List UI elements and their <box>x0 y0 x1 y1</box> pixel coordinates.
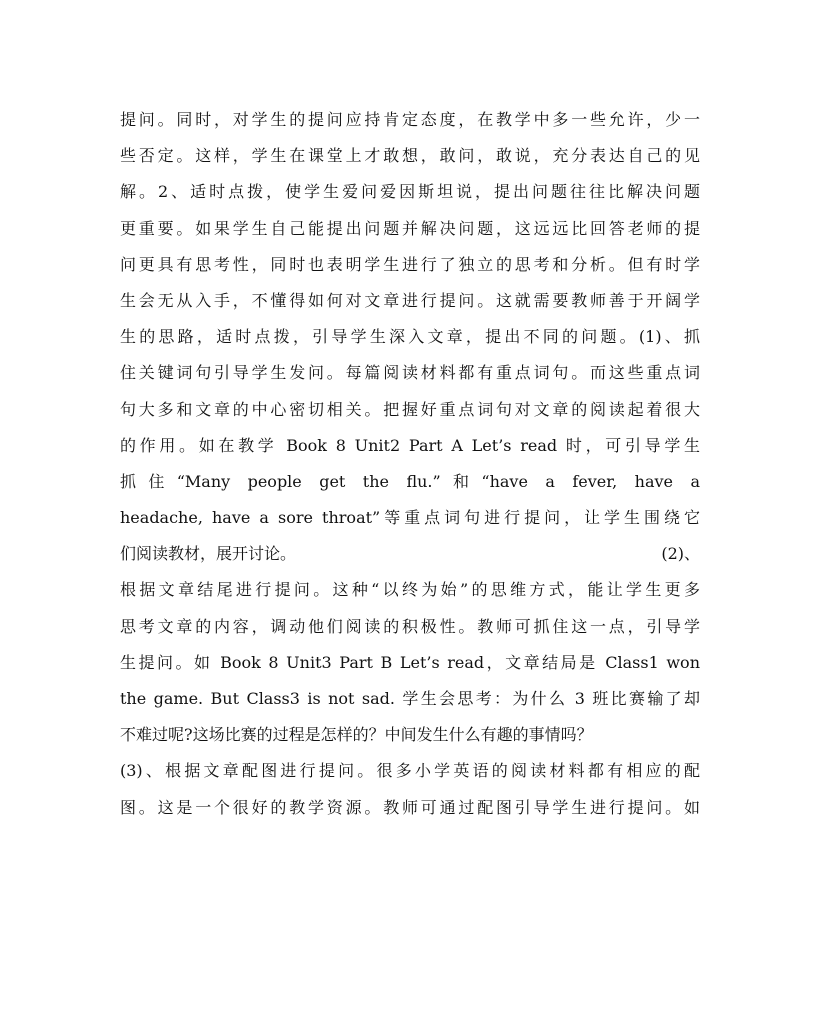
body-text <box>120 102 700 826</box>
text-line-6: 生会无从入手，不懂得如何对文章进行提问。这就需要教师善于开阔学 <box>120 290 700 310</box>
text-line-14: 根据文章结尾进行提问。这种“以终为始”的思维方式，能让学生更多 <box>120 580 700 600</box>
text-line-12: headache, have a sore throat”等重点词句进行提问，让学生围绕它 <box>120 508 700 528</box>
text-line-3: 解。2、适时点拨，使学生爱问爱因斯坦说，提出问题往往比解决问题 <box>120 182 700 202</box>
text-line-11: 抓住“Many people get the flu.”和“have a fever, have a <box>120 471 700 491</box>
text-line-7: 生的思路，适时点拨，引导学生深入文章，提出不同的问题。(1)、抓 <box>120 327 700 347</box>
text-line-10: 的作用。如在教学 Book 8 Unit2 Part A Let’s read 时，可引导学生 <box>120 435 700 455</box>
text-line-9: 句大多和文章的中心密切相关。把握好重点词句对文章的阅读起着很大 <box>120 399 700 419</box>
text-line-16: 生提问。如 Book 8 Unit3 Part B Let’s read，文章结局是 Class1 won <box>120 652 700 672</box>
text-line-13-right: (2)、 <box>661 544 700 564</box>
text-line-20: 图。这是一个很好的教学资源。教师可通过配图引导学生进行提问。如 <box>120 797 700 817</box>
text-line-13 <box>120 536 700 572</box>
text-line-2: 些否定。这样，学生在课堂上才敢想，敢问，敢说，充分表达自己的见 <box>120 146 700 166</box>
text-line-1: 提问。同时，对学生的提问应持肯定态度，在教学中多一些允许，少一 <box>120 110 700 129</box>
text-line-13-left: 们阅读教材，展开讨论。 <box>120 544 297 564</box>
text-line-17: the game. But Class3 is not sad. 学生会思考：为什么 3 班比赛输了却 <box>120 689 700 708</box>
text-line-18: 不难过呢?这场比赛的过程是怎样的？中间发生什么有趣的事情吗？ <box>120 725 593 745</box>
text-line-4: 更重要。如果学生自己能提出问题并解决问题，这远远比回答老师的提 <box>120 218 700 238</box>
text-line-5: 问更具有思考性，同时也表明学生进行了独立的思考和分析。但有时学 <box>120 254 700 274</box>
text-line-15: 思考文章的内容，调动他们阅读的积极性。教师可抓住这一点，引导学 <box>120 616 700 636</box>
text-line-8: 住关键词句引导学生发问。每篇阅读材料都有重点词句。而这些重点词 <box>120 363 700 383</box>
text-line-19: (3)、根据文章配图进行提问。很多小学英语的阅读材料都有相应的配 <box>120 761 700 781</box>
